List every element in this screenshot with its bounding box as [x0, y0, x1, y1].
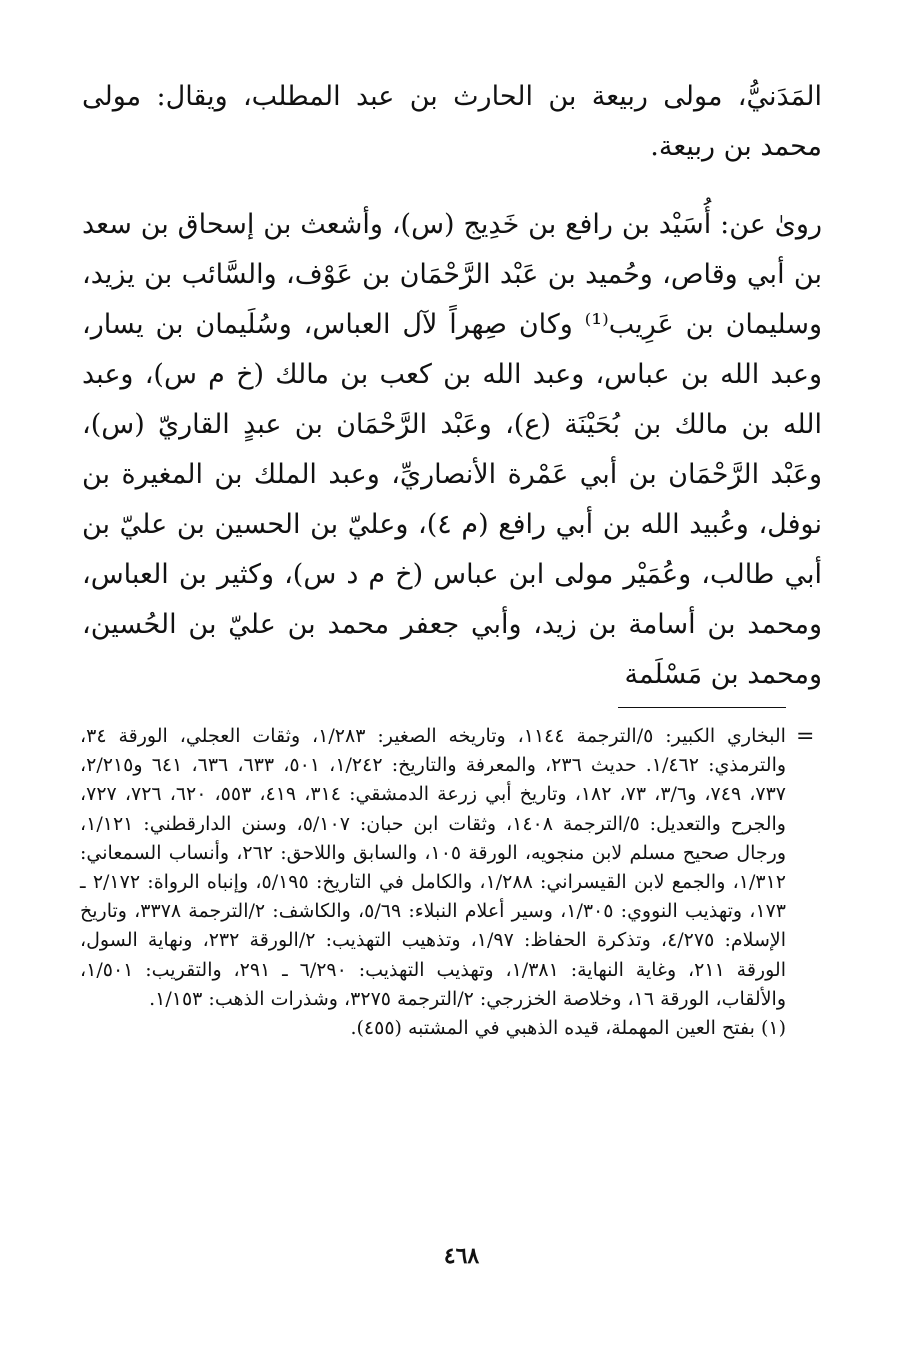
footnote-separator	[618, 707, 786, 708]
body-paragraph-2: روىٰ عن: أُسَيْد بن رافع بن خَدِيج (س)، وأشعث بن إسحاق بن سعد بن أبي وقاص، وحُميد بن عَبْد الرَّحْمَان بن عَوْف، والسَّائب بن يزيد، وسليمان بن عَرِيب⁽¹⁾ وكان صِهراً لآل العباس، وسُلَيمان بن يسار، وعبد الله بن عباس، وعبد الله بن كعب بن مالك (خ م س)، وعبد الله بن مالك بن بُحَيْنَة (ع)، وعَبْد الرَّحْمَان بن عبدٍ القاريّ (س)، وعَبْد الرَّحْمَان بن أبي عَمْرة الأنصاريِّ، وعبد الملك بن المغيرة بن نوفل، وعُبيد الله بن أبي رافع (م ٤)، وعليّ بن الحسين بن عليّ بن أبي طالب، وعُمَيْر مولى ابن عباس (خ م د س)، وكثير بن العباس، ومحمد بن أسامة بن زيد، وأبي جعفر محمد بن عليّ بن الحُسين، ومحمد بن مَسْلَمة	[82, 209, 823, 690]
footnote-1: (١) بفتح العين المهملة، قيده الذهبي في المشتبه (٤٥٥).	[350, 1017, 786, 1040]
footnote-continuation-mark: =	[796, 724, 815, 749]
footnotes	[80, 722, 786, 1043]
body-paragraph-1: المَدَنيُّ، مولى ربيعة بن الحارث بن عبد المطلب، ويقال: مولى محمد بن ربيعة.	[82, 81, 822, 162]
footnote-sources: البخاري الكبير: ٥/الترجمة ١١٤٤، وتاريخه الصغير: ١/٢٨٣، وثقات العجلي، الورقة ٣٤، والترمذي: ١/٤٦٢. حديث ٢٣٦، والمعرفة والتاريخ: ١/٢٤٢، ٥٠١، ٦٣٣، ٦٣٦، ٦٤١ و٢/٢١٥، ٧٣٧، ٧٤٩، و٣/٦، ٧٣، ١٨٢، وتاريخ أبي زرعة الدمشقي: ٣١٤، ٤١٩، ٥٥٣، ٦٢٠، ٧٢٦، ٧٢٧، والجرح والتعديل: ٥/الترجمة ١٤٠٨، وثقات ابن حبان: ٥/١٠٧، وسنن الدارقطني: ١/١٢١، ورجال صحيح مسلم لابن منجويه، الورقة ١٠٥، والسابق واللاحق: ٢٦٢، وأنساب السمعاني: ١/٣١٢، والجمع لابن القيسراني: ١/٢٨٨، والكامل في التاريخ: ٥/١٩٥، وإنباه الرواة: ٢/١٧٢ ـ ١٧٣، وتهذيب النووي: ١/٣٠٥، وسير أعلام النبلاء: ٥/٦٩، والكاشف: ٢/الترجمة ٣٣٧٨، وتاريخ الإسلام: ٤/٢٧٥، وتذكرة الحفاظ: ١/٩٧، وتذهيب التهذيب: ٢/الورقة ٢٣٢، ونهاية السول، الورقة ٢١١، وغاية النهاية: ١/٣٨١، وتهذيب التهذيب: ٦/٢٩٠ ـ ٢٩١، والتقريب: ١/٥٠١، والألقاب، الورقة ١٦، وخلاصة الخزرجي: ٢/الترجمة ٣٢٧٥، وشذرات الذهب: ١/١٥٣.	[80, 725, 787, 1010]
page-number: ٤٦٨	[443, 1243, 480, 1269]
main-text	[82, 72, 822, 700]
